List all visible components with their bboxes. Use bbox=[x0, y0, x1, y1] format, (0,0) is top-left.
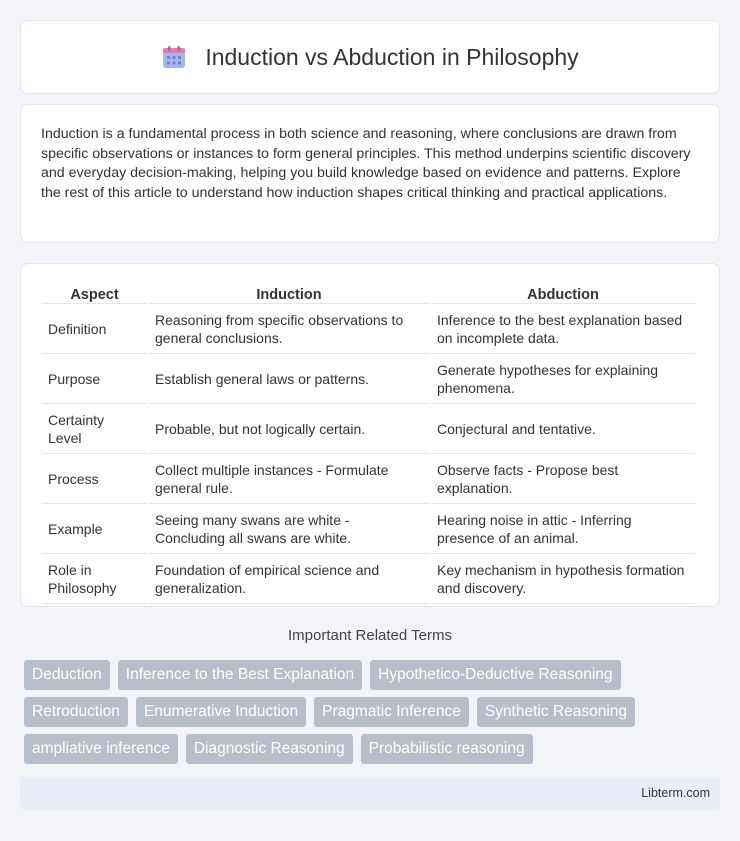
calendar-grid-icon bbox=[161, 44, 187, 70]
tag-diagnostic-reasoning[interactable]: Diagnostic Reasoning bbox=[186, 734, 353, 764]
cell-aspect: Example bbox=[42, 506, 147, 554]
cell-induction: Seeing many swans are white - Concluding all swans are white. bbox=[149, 506, 429, 554]
cell-abduction: Conjectural and tentative. bbox=[431, 406, 695, 454]
cell-induction: Collect multiple instances - Formulate general rule. bbox=[149, 456, 429, 504]
cell-abduction: Key mechanism in hypothesis formation and discovery. bbox=[431, 556, 695, 604]
cell-aspect: Certainty Level bbox=[42, 406, 147, 454]
table-row bbox=[42, 306, 695, 354]
cell-abduction: Hearing noise in attic - Inferring presence of an animal. bbox=[431, 506, 695, 554]
related-terms-tags bbox=[24, 660, 724, 771]
tag-ampliative-inference[interactable]: ampliative inference bbox=[24, 734, 178, 764]
table-row bbox=[42, 456, 695, 504]
tag-row bbox=[24, 697, 724, 727]
tag-row bbox=[24, 734, 724, 764]
page-title: Induction vs Abduction in Philosophy bbox=[205, 43, 579, 70]
cell-induction: Probable, but not logically certain. bbox=[149, 406, 429, 454]
cell-aspect: Purpose bbox=[42, 356, 147, 404]
cell-aspect: Process bbox=[42, 456, 147, 504]
footer bbox=[20, 777, 720, 810]
cell-induction: Establish general laws or patterns. bbox=[149, 356, 429, 404]
tag-enumerative-induction[interactable]: Enumerative Induction bbox=[136, 697, 306, 727]
comparison-table-card bbox=[20, 263, 720, 607]
header-induction: Induction bbox=[149, 284, 429, 304]
intro-text: Induction is a fundamental process in both science and reasoning, where conclusions are drawn from specific observations or instances to form general principles. This method underpins scientific discovery and everyday decision-making, helping you build knowledge based on evidence and patterns. Explore the rest of this article to understand how induction shapes critical thinking and practical applications. bbox=[41, 126, 691, 201]
tag-retroduction[interactable]: Retroduction bbox=[24, 697, 128, 727]
cell-abduction: Observe facts - Propose best explanation. bbox=[431, 456, 695, 504]
cell-aspect: Definition bbox=[42, 306, 147, 354]
footer-site-link[interactable]: Libterm.com bbox=[641, 786, 710, 800]
intro-card bbox=[20, 104, 720, 243]
cell-induction: Reasoning from specific observations to general conclusions. bbox=[149, 306, 429, 354]
cell-induction: Foundation of empirical science and generalization. bbox=[149, 556, 429, 604]
cell-abduction: Inference to the best explanation based on incomplete data. bbox=[431, 306, 695, 354]
comparison-table bbox=[40, 282, 697, 606]
table-row bbox=[42, 356, 695, 404]
tag-deduction[interactable]: Deduction bbox=[24, 660, 110, 690]
cell-aspect: Role in Philosophy bbox=[42, 556, 147, 604]
tag-row bbox=[24, 660, 724, 690]
related-terms-title: Important Related Terms bbox=[288, 627, 452, 644]
tag-inference-best-explanation[interactable]: Inference to the Best Explanation bbox=[118, 660, 362, 690]
table-header-row bbox=[42, 284, 695, 304]
tag-pragmatic-inference[interactable]: Pragmatic Inference bbox=[314, 697, 469, 727]
header-inner bbox=[161, 44, 578, 71]
header-card bbox=[20, 20, 720, 94]
cell-abduction: Generate hypotheses for explaining phenomena. bbox=[431, 356, 695, 404]
table-row bbox=[42, 556, 695, 604]
tag-synthetic-reasoning[interactable]: Synthetic Reasoning bbox=[477, 697, 635, 727]
table-row bbox=[42, 506, 695, 554]
table-row bbox=[42, 406, 695, 454]
tag-hypothetico-deductive[interactable]: Hypothetico-Deductive Reasoning bbox=[370, 660, 620, 690]
header-aspect: Aspect bbox=[42, 284, 147, 304]
header-abduction: Abduction bbox=[431, 284, 695, 304]
tag-probabilistic-reasoning[interactable]: Probabilistic reasoning bbox=[361, 734, 533, 764]
